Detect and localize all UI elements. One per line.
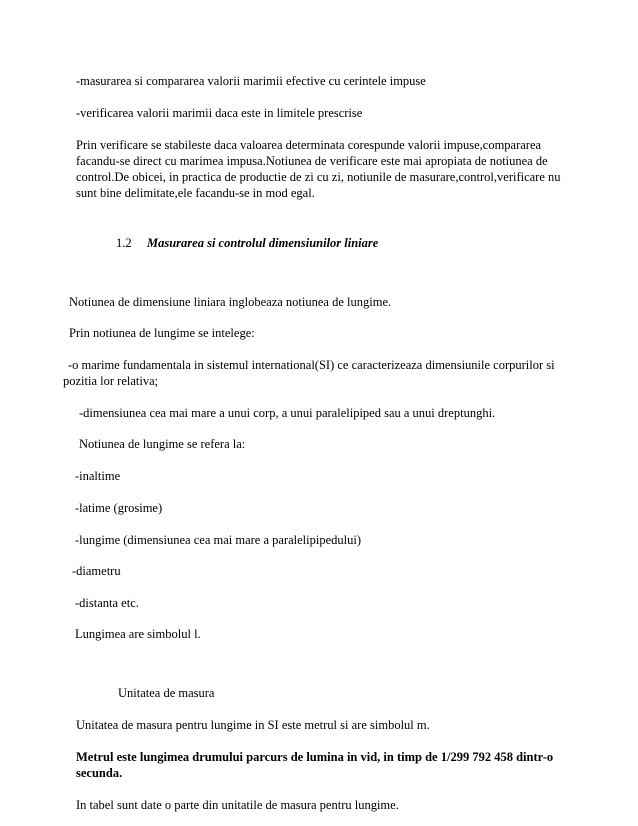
text-line-simbol: Lungimea are simbolul l. [75, 627, 201, 641]
section-number: 1.2 [116, 236, 132, 250]
list-item-distanta: -distanta etc. [75, 596, 139, 610]
text-line-dimensiune-liniara: Notiunea de dimensiune liniara inglobeaza notiunea de lungime. [69, 295, 392, 309]
list-item-lungime: -lungime (dimensiunea cea mai mare a paralelipipedului) [75, 533, 361, 547]
paragraph-verificare: Prin verificare se stabileste daca valoarea determinata corespunde valorii impuse,compararea facandu-se direct cu marimea impusa.Notiunea de verificare este mai apropiata de notiunea de control.De obicei, in practica de productie de zi cu zi, notiunile de masurare,control,verificare nu sunt bine delimitate,ele facandu-se in mod egal. [76, 138, 561, 200]
text-line-verificarea: -verificarea valorii marimii daca este in limitele prescrise [76, 106, 363, 120]
list-item-inaltime: -inaltime [75, 469, 121, 483]
text-line-dimensiunea-max: -dimensiunea cea mai mare a unui corp, a unui paralelipiped sau a unui dreptunghi. [79, 406, 496, 420]
subheading-unitatea: Unitatea de masura [118, 686, 215, 700]
text-line-marime-fundamentala: -o marime fundamentala in sistemul international(SI) ce caracterizeaza dimensiunile corpurilor si pozitia lor relativa; [63, 358, 555, 388]
list-item-latime: -latime (grosime) [75, 501, 163, 515]
text-line-masurarea: -masurarea si compararea valorii marimii efective cu cerintele impuse [76, 74, 426, 88]
text-line-unitatea-si: Unitatea de masura pentru lungime in SI este metrul si are simbolul m. [76, 718, 430, 732]
text-line-tabel: In tabel sunt date o parte din unitatile de masura pentru lungime. [76, 798, 399, 812]
list-item-diametru: -diametru [72, 564, 121, 578]
text-line-notiunea-lungime: Prin notiunea de lungime se intelege: [69, 326, 255, 340]
section-title: Masurarea si controlul dimensiunilor liniare [147, 236, 379, 250]
definition-metru: Metrul este lungimea drumului parcurs de lumina in vid, in timp de 1/299 792 458 dintr-o secunda. [76, 750, 554, 780]
text-line-se-refera: Notiunea de lungime se refera la: [79, 437, 246, 451]
